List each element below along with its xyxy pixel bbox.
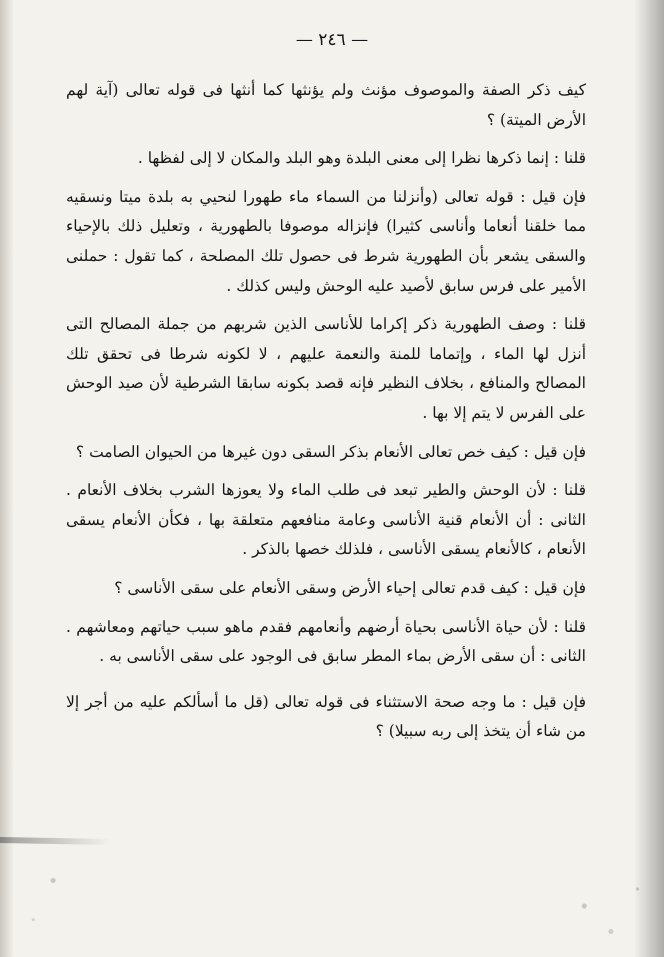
page-body-text [66, 76, 586, 747]
page-edge-shadow-left [0, 0, 14, 957]
scan-smudge [0, 837, 110, 845]
scan-speckles [0, 787, 664, 957]
page-number: — ٢٤٦ — [295, 30, 369, 50]
paragraph: كيف ذكر الصفة والموصوف مؤنث ولم يؤنثها كما أنثها فى قوله تعالى (آية لهم الأرض الميتة) ؟ [66, 81, 586, 129]
paragraph: قلنا : إنما ذكرها نظرا إلى معنى البلدة وهو البلد والمكان لا إلى لفظها . [137, 149, 586, 168]
paragraph: فإن قيل : قوله تعالى (وأنزلنا من السماء ماء طهورا لنحيي به بلدة ميتا ونسقيه مما خلقنا أنعاما وأناسى كثيرا) فإنزاله موصوفا بالطهورية ، وتعليل ذلك بالإحياء والسقى يشعر بأن الطهورية شرط فى حصول تلك المصلحة ، كما تقول : حملنى الأمير على فرس سابق لأصيد عليه الوحش وليس كذلك . [66, 187, 586, 295]
page-edge-shadow-right [634, 0, 664, 957]
paragraph: قلنا : لأن الوحش والطير تبعد فى طلب الماء ولا يعوزها الشرب بخلاف الأنعام . الثانى : أن الأنعام قنية الأناسى وعامة منافعهم متعلقة بها ، فكأن الأنعام يسقى الأنعام ، كالأنعام يسقى الأناسى ، فلذلك خصها بالذكر . [66, 481, 586, 559]
paragraph: قلنا : لأن حياة الأناسى بحياة أرضهم وأنعامهم فقدم ماهو سبب حياتهم ومعاشهم . الثانى : أن سقى الأرض بماء المطر سابق فى الوجود على سقى الأناسى به . [66, 617, 586, 666]
paragraph: فإن قيل : كيف خص تعالى الأنعام بذكر السقى دون غيرها من الحيوان الصامت ؟ [75, 442, 586, 461]
paragraph: فإن قيل : كيف قدم تعالى إحياء الأرض وسقى الأنعام على سقى الأناسى ؟ [114, 578, 586, 597]
paragraph: فإن قيل : ما وجه صحة الاستثناء فى قوله تعالى (قل ما أسألكم عليه من أجر إلا من شاء أن يتخذ إلى ربه سبيلا) ؟ [66, 692, 586, 741]
paragraph: قلنا : وصف الطهورية ذكر إكراما للأناسى الذين شربهم من جملة المصالح التى أنزل لها الماء ، وإتماما للمنة والنعمة عليهم ، لا لكونه شرطا فى تحقق تلك المصالح والمنافع ، بخلاف النظير فإنه قصد بكونه سابقا الشرطية لأن صيد الوحش على الفرس لا يتم إلا بها . [66, 315, 586, 422]
